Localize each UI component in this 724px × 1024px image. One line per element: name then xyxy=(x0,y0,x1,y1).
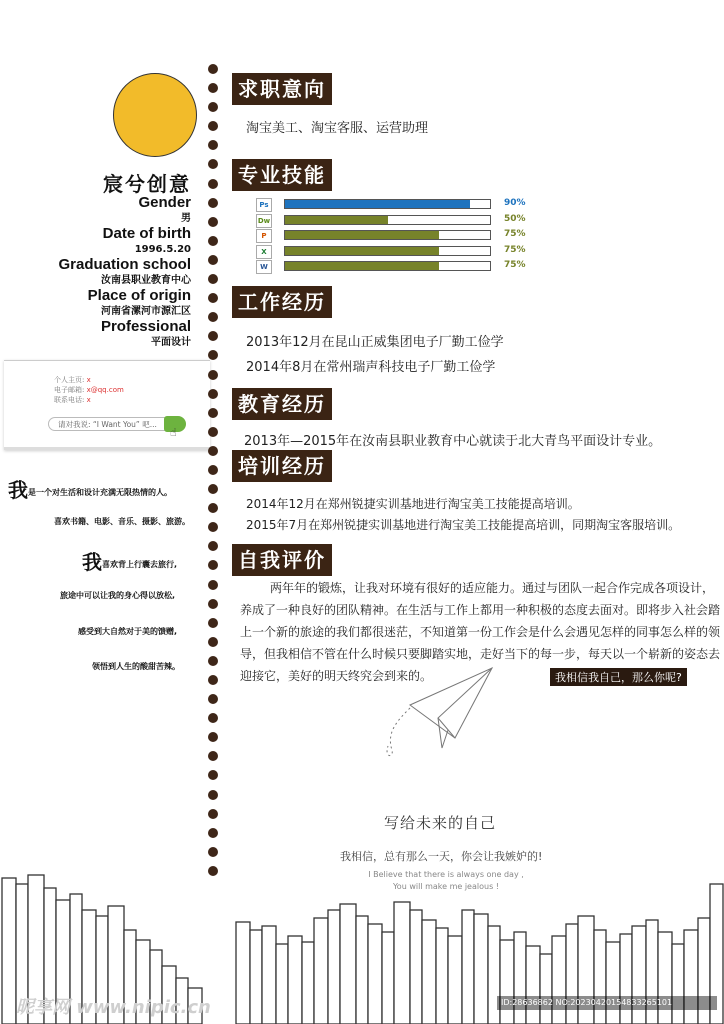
spine-dot xyxy=(208,217,218,227)
origin-value: 河南省漯河市源汇区 xyxy=(101,306,191,317)
spine-dot xyxy=(208,389,218,399)
future-chinese: 我相信，总有那么一天，你会让我嫉妒的! xyxy=(340,850,543,863)
skill-bar-fill xyxy=(285,247,439,255)
spine-dot xyxy=(208,446,218,456)
spine-dot xyxy=(208,522,218,532)
spine-dot xyxy=(208,790,218,800)
spine-dot xyxy=(208,580,218,590)
spine-dot xyxy=(208,236,218,246)
profile-info xyxy=(58,195,191,350)
about-line-6: 领悟到人生的酸甜苦辣。 xyxy=(92,662,180,671)
gender-label: Gender xyxy=(138,194,191,211)
spine-dot xyxy=(208,694,218,704)
section-skills-title: 专业技能 xyxy=(232,159,332,191)
spine-dot xyxy=(208,350,218,360)
work-line: 2014年8月在常州瑞声科技电子厂勤工俭学 xyxy=(246,360,496,375)
section-work-title: 工作经历 xyxy=(232,286,332,318)
origin-label: Place of origin xyxy=(87,287,191,304)
about-line-4: 旅途中可以让我的身心得以放松, xyxy=(60,591,176,600)
school-label: Graduation school xyxy=(58,256,191,273)
skill-icon: Ps xyxy=(256,198,272,212)
about-line-1: 我是一个对生活和设计充满无限热情的人。 xyxy=(8,478,172,502)
spine-dot xyxy=(208,809,218,819)
training-line: 2015年7月在郑州锐捷实训基地进行淘宝美工技能提高培训，同期淘宝客服培训。 xyxy=(246,518,681,532)
email-row: 电子邮箱: x@qq.com xyxy=(54,386,124,394)
section-education-title: 教育经历 xyxy=(232,388,332,420)
skill-bar xyxy=(284,215,491,225)
spine-dot xyxy=(208,198,218,208)
email-link[interactable]: x@qq.com xyxy=(86,386,124,394)
watermark-credit: 昵享网 www.nipic.cn xyxy=(16,997,211,1018)
phone-value: x xyxy=(86,396,91,404)
spine-dot xyxy=(208,293,218,303)
future-title: 写给未来的自己 xyxy=(384,814,497,832)
spine-dot xyxy=(208,599,218,609)
spine-dot xyxy=(208,121,218,131)
profile-name: 宸兮创意 xyxy=(103,172,191,196)
skill-bar xyxy=(284,199,491,209)
spine-dot xyxy=(208,847,218,857)
skill-percent: 75% xyxy=(504,229,526,239)
spine-dot xyxy=(208,618,218,628)
skill-icon: X xyxy=(256,245,272,259)
dotted-divider xyxy=(208,64,220,884)
spine-dot xyxy=(208,770,218,780)
birth-value: 1996.5.20 xyxy=(134,244,191,255)
professional-value: 平面设计 xyxy=(151,337,191,348)
spine-dot xyxy=(208,331,218,341)
spine-dot xyxy=(208,427,218,437)
school-value: 汝南县职业教育中心 xyxy=(101,275,191,286)
work-line: 2013年12月在昆山正威集团电子厂勤工俭学 xyxy=(246,335,504,350)
birth-label: Date of birth xyxy=(102,225,191,242)
hand-cursor-icon: ☝ xyxy=(170,426,177,439)
spine-dot xyxy=(208,828,218,838)
message-input[interactable]: 请对我说: “I Want You” 吧... xyxy=(48,417,178,431)
training-line: 2014年12月在郑州锐捷实训基地进行淘宝美工技能提高培训。 xyxy=(246,497,580,511)
homepage-row: 个人主页: x xyxy=(54,376,91,384)
skill-icon: P xyxy=(256,229,272,243)
homepage-link[interactable]: x xyxy=(86,376,91,384)
section-training-title: 培训经历 xyxy=(232,450,332,482)
spine-dot xyxy=(208,675,218,685)
spine-dot xyxy=(208,465,218,475)
gender-value: 男 xyxy=(181,213,191,224)
spine-dot xyxy=(208,159,218,169)
spine-dot xyxy=(208,140,218,150)
spine-dot xyxy=(208,64,218,74)
future-english: I Believe that there is always one day , You will make me jealous ! xyxy=(368,870,524,891)
spine-dot xyxy=(208,503,218,513)
spine-dot xyxy=(208,637,218,647)
spine-dot xyxy=(208,179,218,189)
spine-dot xyxy=(208,751,218,761)
skill-bar-fill xyxy=(285,200,470,208)
skill-percent: 50% xyxy=(504,213,526,224)
spine-dot xyxy=(208,312,218,322)
about-line-5: 感受到大自然对于美的馈赠, xyxy=(78,627,178,636)
spine-dot xyxy=(208,370,218,380)
skill-bar-fill xyxy=(285,216,388,224)
skill-bar-fill xyxy=(285,262,439,270)
skill-bar xyxy=(284,261,491,271)
spine-dot xyxy=(208,274,218,284)
spine-dot xyxy=(208,484,218,494)
professional-label: Professional xyxy=(100,318,191,335)
phone-row: 联系电话: x xyxy=(54,396,91,404)
section-self-title: 自我评价 xyxy=(232,544,332,576)
skill-icon: Dw xyxy=(256,214,272,228)
skill-bar-fill xyxy=(285,231,439,239)
spine-dot xyxy=(208,656,218,666)
section-intent-title: 求职意向 xyxy=(232,73,332,105)
spine-dot xyxy=(208,408,218,418)
paper-plane-icon xyxy=(380,660,495,760)
spine-dot xyxy=(208,732,218,742)
spine-dot xyxy=(208,560,218,570)
spine-dot xyxy=(208,541,218,551)
skill-percent: 90% xyxy=(504,198,526,208)
self-tag: 我相信我自己，那么你呢? xyxy=(550,668,687,686)
about-line-3: 我喜欢背上行囊去旅行, xyxy=(82,550,178,574)
skill-icon: W xyxy=(256,260,272,274)
spine-dot xyxy=(208,255,218,265)
contact-card xyxy=(4,360,210,450)
spine-dot xyxy=(208,83,218,93)
skill-percent: 75% xyxy=(504,260,526,270)
skill-percent: 75% xyxy=(504,244,526,255)
avatar xyxy=(113,73,197,157)
skill-bar xyxy=(284,230,491,240)
self-evaluation-text: 两年年的锻炼，让我对环境有很好的适应能力。通过与团队一起合作完成各项设计，养成了一种良好的团队精神。在生活与工作上都用一种积极的态度去面对。即将步入社会踏上一个新的旅途的我们都很迷茫，不知道第一份工作会是什么会遇见怎样的同事怎么样的领导，但我相信不管在什么时候只要脚踏实地，走好当下的每一步，每天以一个崭新的姿态去迎接它，美好的明天终究会到来的。 xyxy=(240,581,721,683)
education-text: 2013年—2015年在汝南县职业教育中心就读于北大青鸟平面设计专业。 xyxy=(244,434,662,449)
watermark-stamp: ID:28636862 NO:20230420154833265101 xyxy=(497,996,717,1010)
about-line-2: 喜欢书籍、电影、音乐、摄影、旅游。 xyxy=(54,517,190,526)
spine-dot xyxy=(208,102,218,112)
skill-bar xyxy=(284,246,491,256)
intent-text: 淘宝美工、淘宝客服、运营助理 xyxy=(246,121,429,136)
spine-dot xyxy=(208,713,218,723)
